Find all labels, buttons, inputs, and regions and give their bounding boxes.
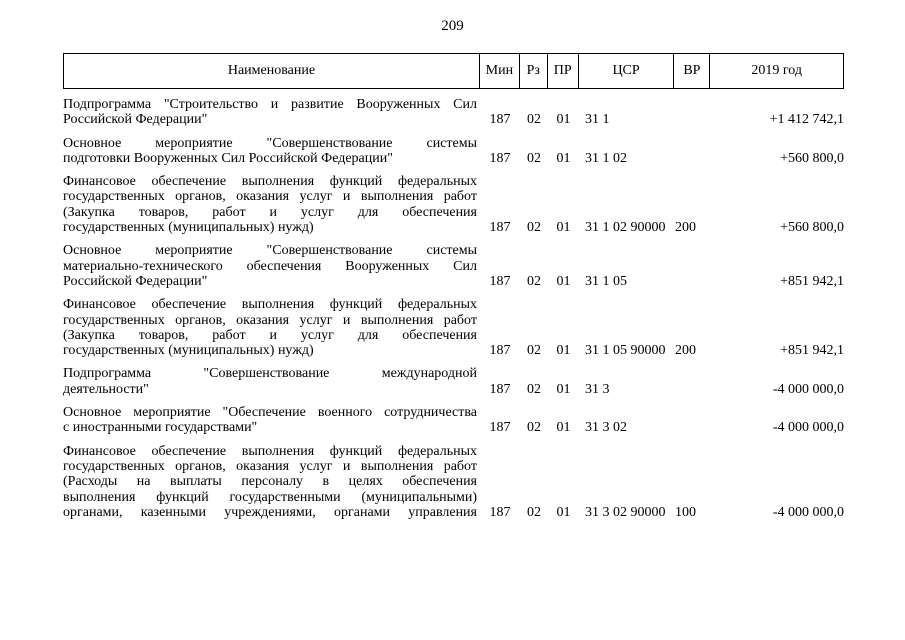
row-name-line: (Закупка товаров, работ и услуг для обеспечения — [63, 327, 477, 343]
row-pr: 01 — [556, 112, 571, 128]
row-min: 187 — [489, 150, 511, 166]
table-row — [63, 405, 844, 436]
row-name-line: государственных органов, оказания услуг и выполнения работ — [63, 458, 477, 474]
header-amount: 2019 год — [751, 63, 802, 78]
table-row — [63, 174, 844, 235]
row-name-line: (Закупка товаров, работ и услуг для обеспечения — [63, 204, 477, 220]
row-rz: 02 — [527, 112, 541, 128]
row-csr: 31 1 05 90000 — [585, 343, 666, 359]
row-name-line: государственных (муниципальных) нужд) — [63, 343, 314, 359]
row-pr: 01 — [556, 504, 571, 520]
header-vr: ВР — [674, 54, 710, 88]
row-csr: 31 1 02 90000 — [585, 220, 666, 236]
header-min: Мин — [480, 54, 520, 88]
row-name-line: деятельности" — [63, 381, 149, 397]
row-name-line: государственных органов, оказания услуг и выполнения работ — [63, 312, 477, 328]
row-min: 187 — [489, 112, 511, 128]
row-name-line: Финансовое обеспечение выполнения функций федеральных — [63, 297, 477, 313]
row-vr: 200 — [675, 220, 696, 236]
row-name — [63, 243, 480, 289]
row-name-line: материально-технического обеспечения Вооруженных Сил — [63, 258, 477, 274]
header-csr: ЦСР — [579, 54, 675, 88]
row-name-line: государственных органов, оказания услуг и выполнения работ — [63, 189, 477, 205]
row-pr: 01 — [556, 220, 571, 236]
row-min: 187 — [489, 381, 511, 397]
row-name-line: Подпрограмма "Совершенствование международной — [63, 366, 477, 382]
row-rz: 02 — [527, 273, 541, 289]
row-csr: 31 1 — [585, 112, 610, 128]
table-body — [63, 97, 844, 528]
row-name-line: Основное мероприятие "Совершенствование системы — [63, 135, 477, 151]
row-csr: 31 3 02 — [585, 420, 627, 436]
header-name: Наименование — [64, 54, 480, 88]
row-name-line: (Расходы на выплаты персоналу в целях обеспечения — [63, 474, 477, 490]
row-name — [63, 136, 480, 167]
table-row — [63, 297, 844, 358]
row-csr: 31 1 05 — [585, 273, 627, 289]
row-csr: 31 1 02 — [585, 150, 627, 166]
row-amount: +851 942,1 — [780, 273, 844, 289]
table-header — [63, 53, 844, 89]
row-vr: 200 — [675, 343, 696, 359]
header-pr: ПР — [548, 54, 579, 88]
row-name-line: Российской Федерации" — [63, 112, 208, 128]
row-min: 187 — [489, 420, 511, 436]
row-csr: 31 3 02 90000 — [585, 504, 666, 520]
row-name-line: с иностранными государствами" — [63, 420, 258, 436]
row-amount: +851 942,1 — [780, 343, 844, 359]
page-number: 209 — [441, 18, 464, 34]
row-name-line: Российской Федерации" — [63, 273, 208, 289]
row-amount: +560 800,0 — [780, 220, 844, 236]
table-row — [63, 243, 844, 289]
row-min: 187 — [489, 273, 511, 289]
row-name — [63, 297, 480, 358]
row-amount: -4 000 000,0 — [772, 381, 844, 397]
row-name-line: государственных (муниципальных) нужд) — [63, 220, 314, 236]
row-rz: 02 — [527, 420, 541, 436]
table-row — [63, 97, 844, 128]
row-pr: 01 — [556, 150, 571, 166]
table-row — [63, 444, 844, 520]
row-name-line: Подпрограмма "Строительство и развитие Вооруженных Сил — [63, 97, 477, 112]
row-rz: 02 — [527, 504, 541, 520]
row-pr: 01 — [556, 381, 571, 397]
row-vr: 100 — [675, 504, 696, 520]
row-pr: 01 — [556, 420, 571, 436]
row-pr: 01 — [556, 273, 571, 289]
row-min: 187 — [489, 220, 511, 236]
row-amount: +1 412 742,1 — [769, 112, 844, 128]
table-row — [63, 366, 844, 397]
table-row — [63, 136, 844, 167]
row-name-line: подготовки Вооруженных Сил Российской Федерации" — [63, 150, 393, 166]
row-amount: -4 000 000,0 — [772, 504, 844, 520]
row-name-line: Основное мероприятие "Совершенствование системы — [63, 243, 477, 259]
row-name — [63, 97, 480, 128]
row-rz: 02 — [527, 220, 541, 236]
row-name — [63, 174, 480, 235]
row-rz: 02 — [527, 150, 541, 166]
row-amount: +560 800,0 — [780, 150, 844, 166]
row-name — [63, 405, 480, 436]
row-name-line: Финансовое обеспечение выполнения функций федеральных — [63, 174, 477, 190]
row-pr: 01 — [556, 343, 571, 359]
row-name — [63, 366, 480, 397]
row-name-line: выполнения функций государственными (муниципальными) — [63, 489, 477, 505]
row-rz: 02 — [527, 381, 541, 397]
row-name-line: Основное мероприятие "Обеспечение военного сотрудничества — [63, 405, 477, 421]
row-name — [63, 444, 480, 520]
row-min: 187 — [489, 504, 511, 520]
row-csr: 31 3 — [585, 381, 610, 397]
row-name-line: органами, казенными учреждениями, органами управления — [63, 504, 477, 520]
row-amount: -4 000 000,0 — [772, 420, 844, 436]
row-name-line: Финансовое обеспечение выполнения функций федеральных — [63, 443, 477, 459]
row-rz: 02 — [527, 343, 541, 359]
header-rz: Рз — [520, 54, 548, 88]
row-min: 187 — [489, 343, 511, 359]
